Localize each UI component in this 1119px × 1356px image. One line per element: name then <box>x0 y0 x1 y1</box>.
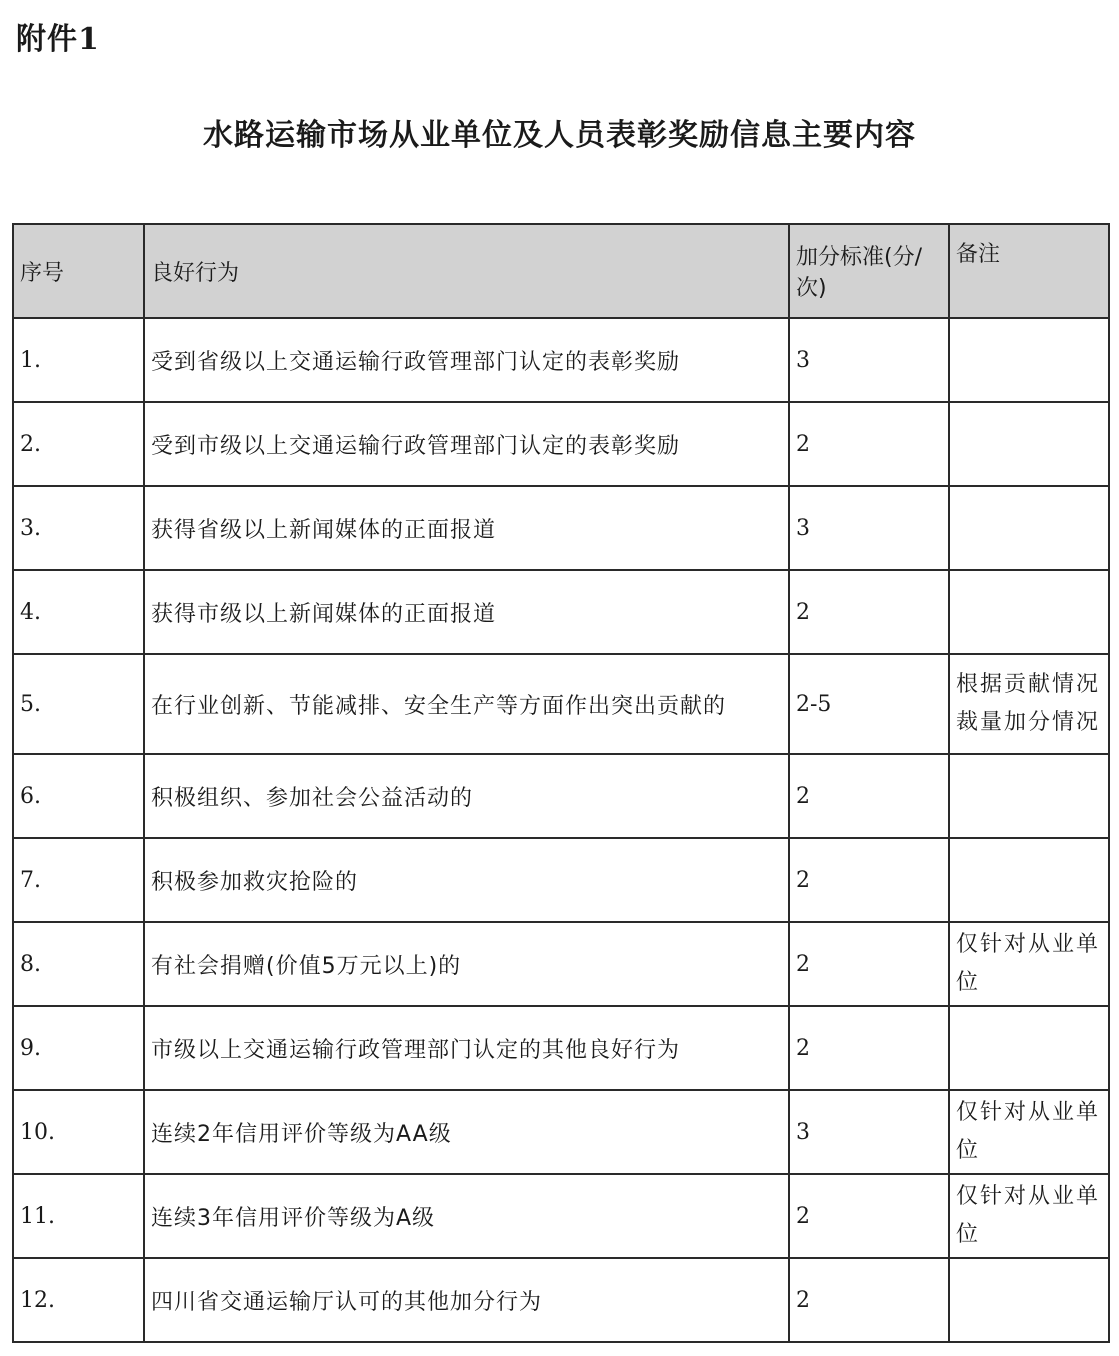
row-remark: 仅针对从业单位 <box>949 1090 1109 1174</box>
table-row <box>13 838 1109 922</box>
row-remark <box>949 838 1109 922</box>
row-index: 5. <box>13 654 144 754</box>
row-remark <box>949 318 1109 402</box>
row-score: 3 <box>789 1090 949 1174</box>
row-index: 1. <box>13 318 144 402</box>
row-remark: 仅针对从业单位 <box>949 922 1109 1006</box>
row-remark <box>949 754 1109 838</box>
row-behavior: 连续2年信用评价等级为AA级 <box>144 1090 789 1174</box>
row-remark <box>949 486 1109 570</box>
row-behavior: 在行业创新、节能减排、安全生产等方面作出突出贡献的 <box>144 654 789 754</box>
row-remark: 根据贡献情况裁量加分情况 <box>949 654 1109 754</box>
row-index: 2. <box>13 402 144 486</box>
row-behavior: 有社会捐赠(价值5万元以上)的 <box>144 922 789 1006</box>
table-row <box>13 1174 1109 1258</box>
row-index: 6. <box>13 754 144 838</box>
row-score: 2 <box>789 754 949 838</box>
row-index: 9. <box>13 1006 144 1090</box>
row-score: 2 <box>789 402 949 486</box>
row-index: 10. <box>13 1090 144 1174</box>
row-remark: 仅针对从业单位 <box>949 1174 1109 1258</box>
table-row <box>13 1258 1109 1342</box>
row-index: 4. <box>13 570 144 654</box>
row-behavior: 连续3年信用评价等级为A级 <box>144 1174 789 1258</box>
row-index: 11. <box>13 1174 144 1258</box>
table-row <box>13 1006 1109 1090</box>
table-header-row <box>13 224 1109 318</box>
row-index: 12. <box>13 1258 144 1342</box>
row-score: 2 <box>789 570 949 654</box>
row-remark <box>949 402 1109 486</box>
row-behavior: 积极参加救灾抢险的 <box>144 838 789 922</box>
row-behavior: 受到市级以上交通运输行政管理部门认定的表彰奖励 <box>144 402 789 486</box>
row-remark <box>949 570 1109 654</box>
table-row <box>13 486 1109 570</box>
table-row <box>13 754 1109 838</box>
row-behavior: 四川省交通运输厅认可的其他加分行为 <box>144 1258 789 1342</box>
document-title: 水路运输市场从业单位及人员表彰奖励信息主要内容 <box>203 118 916 153</box>
row-score: 2 <box>789 838 949 922</box>
row-behavior: 受到省级以上交通运输行政管理部门认定的表彰奖励 <box>144 318 789 402</box>
row-score: 2 <box>789 1006 949 1090</box>
row-behavior: 获得市级以上新闻媒体的正面报道 <box>144 570 789 654</box>
header-remark: 备注 <box>949 224 1109 318</box>
row-score: 2 <box>789 922 949 1006</box>
row-behavior: 积极组织、参加社会公益活动的 <box>144 754 789 838</box>
row-score: 2-5 <box>789 654 949 754</box>
table-row <box>13 570 1109 654</box>
row-score: 3 <box>789 486 949 570</box>
rewards-table <box>12 223 1110 1343</box>
row-behavior: 获得省级以上新闻媒体的正面报道 <box>144 486 789 570</box>
header-behavior: 良好行为 <box>144 224 789 318</box>
header-index: 序号 <box>13 224 144 318</box>
row-remark <box>949 1006 1109 1090</box>
row-remark <box>949 1258 1109 1342</box>
header-score: 加分标准(分/次) <box>789 224 949 318</box>
table-row <box>13 402 1109 486</box>
row-score: 3 <box>789 318 949 402</box>
table-row <box>13 318 1109 402</box>
row-index: 7. <box>13 838 144 922</box>
row-score: 2 <box>789 1174 949 1258</box>
row-index: 3. <box>13 486 144 570</box>
row-index: 8. <box>13 922 144 1006</box>
table-row <box>13 1090 1109 1174</box>
attachment-label: 附件1 <box>16 22 100 57</box>
row-behavior: 市级以上交通运输行政管理部门认定的其他良好行为 <box>144 1006 789 1090</box>
table-row <box>13 922 1109 1006</box>
row-score: 2 <box>789 1258 949 1342</box>
table-row <box>13 654 1109 754</box>
